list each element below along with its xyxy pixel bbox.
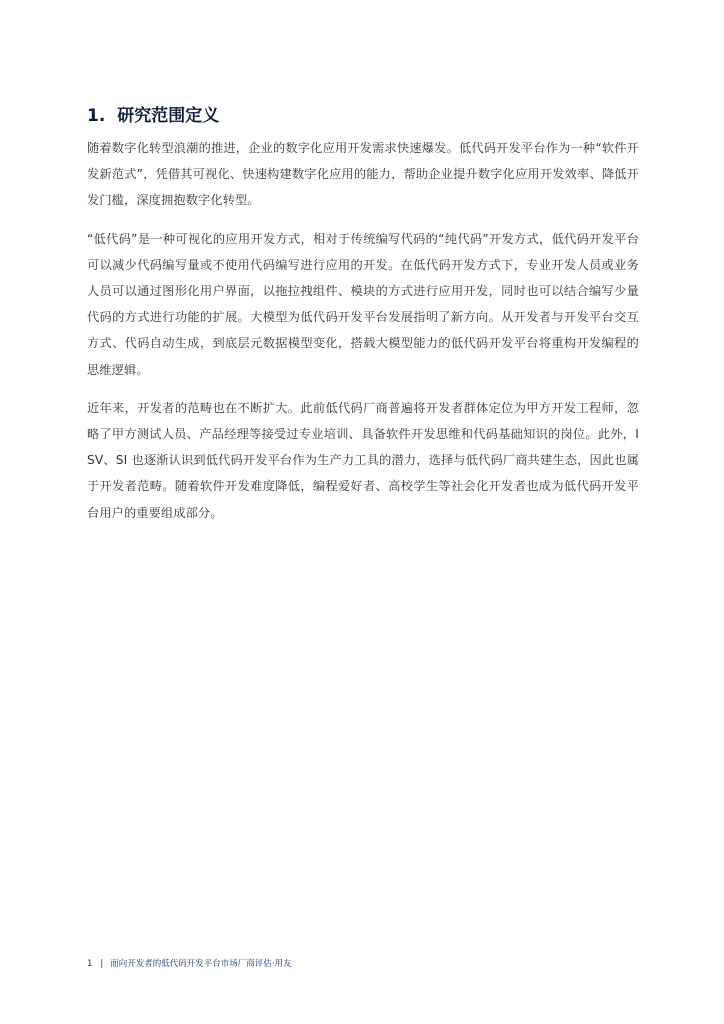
footer-doc-title: 面向开发者的低代码开发平台市场厂商评估·用友	[110, 959, 292, 969]
section-title: 研究范围定义	[117, 106, 220, 127]
paragraph: 近年来，开发者的范畴也在不断扩大。此前低代码厂商普遍将开发者群体定位为甲方开发工程师，忽略了甲方测试人员、产品经理等接受过专业培训、具备软件开发思维和代码基础知识的岗位。此外，ISV、SI 也逐渐认识到低代码开发平台作为生产力工具的潜力，选择与低代码厂商共建生态，因此也属于开发者范畴。随着软件开发难度降低，编程爱好者、高校学生等社会化开发者也成为低代码开发平台用户的重要组成部分。	[87, 400, 639, 520]
paragraph: “低代码”是一种可视化的应用开发方式，相对于传统编写代码的“纯代码”开发方式，低代码开发平台可以减少代码编写量或不使用代码编写进行应用的开发。在低代码开发方式下，专业开发人员或业务人员可以通过图形化用户界面，以拖拉拽组件、模块的方式进行应用开发，同时也可以结合编写少量代码的方式进行功能的扩展。大模型为低代码开发平台发展指明了新方向。从开发者与开发平台交互方式、代码自动生成，到底层元数据模型变化，搭载大模型能力的低代码开发平台将重构开发编程的思维逻辑。	[87, 231, 639, 377]
section-number: 1.	[87, 106, 106, 127]
page-footer	[87, 958, 292, 970]
paragraph: 随着数字化转型浪潮的推进，企业的数字化应用开发需求快速爆发。低代码开发平台作为一种“软件开发新范式”，凭借其可视化、快速构建数字化应用的能力，帮助企业提升数字化应用开发效率、降低开发门槛，深度拥抱数字化转型。	[87, 141, 639, 208]
section-heading	[87, 105, 647, 127]
page-number: 1	[87, 959, 93, 969]
body-text	[87, 135, 639, 538]
footer-separator: |	[100, 959, 104, 969]
